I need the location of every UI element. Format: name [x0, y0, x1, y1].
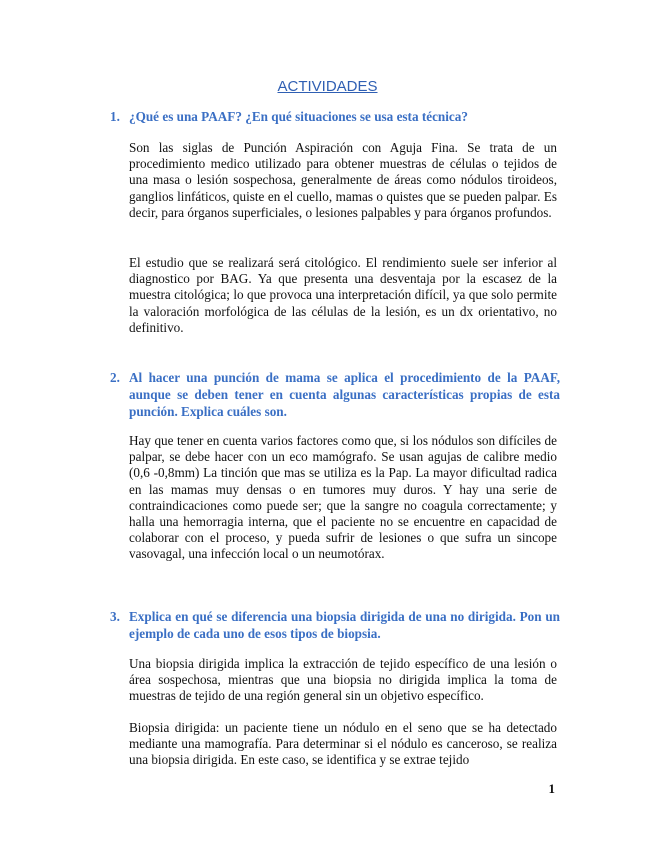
answer-paragraph: Hay que tener en cuenta varios factores como que, si los nódulos son difíciles de palpar, se debe hacer con un eco mamógrafo. Se usan agujas de calibre medio (0,6 -0,8mm) La tinción que mas se utiliza es la Pap. La mayor dificultad radica en las mamas muy densas o en tumores muy duros. Y hay una serie de contraindicaciones como puede ser; que la sangre no coagula correctamente; y halla una hemorragia interna, que el paciente no se encuentre en capacidad de colaborar con el proceso, y pueda sufrir de lesiones o que sufra un sincope vasovagal, una infección local o un neumotórax. [129, 433, 557, 562]
answer-paragraph: Son las siglas de Punción Aspiración con Aguja Fina. Se trata de un procedimiento medico utilizado para obtener muestras de células o tejidos de una masa o lesión sospechosa, generalmente de áreas como nódulos tiroideos, ganglios linfáticos, quiste en el cuello, mamas o quistes que se pueden palpar. Es decir, para órganos superficiales, o lesiones palpables y para órganos profundos. [129, 140, 557, 220]
answer-paragraph: El estudio que se realizará será citológico. El rendimiento suele ser inferior al diagnostico por BAG. Ya que presenta una desventaja por la escasez de la muestra citológica; lo que provoca una interpretación difícil, ya que solo permite la valoración morfológica de las células de la lesión, es un dx orientativo, no definitivo. [129, 255, 557, 335]
question-3 [110, 608, 560, 642]
question-1 [110, 108, 560, 125]
question-text: Explica en qué se diferencia una biopsia dirigida de una no dirigida. Pon un ejemplo de cada uno de esos tipos de biopsia. [129, 609, 560, 641]
answer-paragraph: Biopsia dirigida: un paciente tiene un nódulo en el seno que se ha detectado mediante una mamografía. Para determinar si el nódulo es canceroso, se realiza una biopsia dirigida. En este caso, se identifica y se extrae tejido [129, 720, 557, 768]
question-number: 3. [110, 609, 120, 624]
question-text: Al hacer una punción de mama se aplica el procedimiento de la PAAF, aunque se deben tener en cuenta algunas características propias de esta punción. Explica cuáles son. [129, 370, 560, 419]
page-title: ACTIVIDADES [277, 78, 378, 95]
page-number: 1 [548, 781, 555, 796]
question-number: 2. [110, 370, 120, 385]
question-number: 1. [110, 109, 120, 124]
question-text: ¿Qué es una PAAF? ¿En qué situaciones se usa esta técnica? [129, 109, 468, 124]
question-2 [110, 369, 560, 420]
answer-paragraph: Una biopsia dirigida implica la extracción de tejido específico de una lesión o área sospechosa, mientras que una biopsia no dirigida implica la toma de muestras de tejido de una región general sin un objetivo específico. [129, 656, 557, 704]
